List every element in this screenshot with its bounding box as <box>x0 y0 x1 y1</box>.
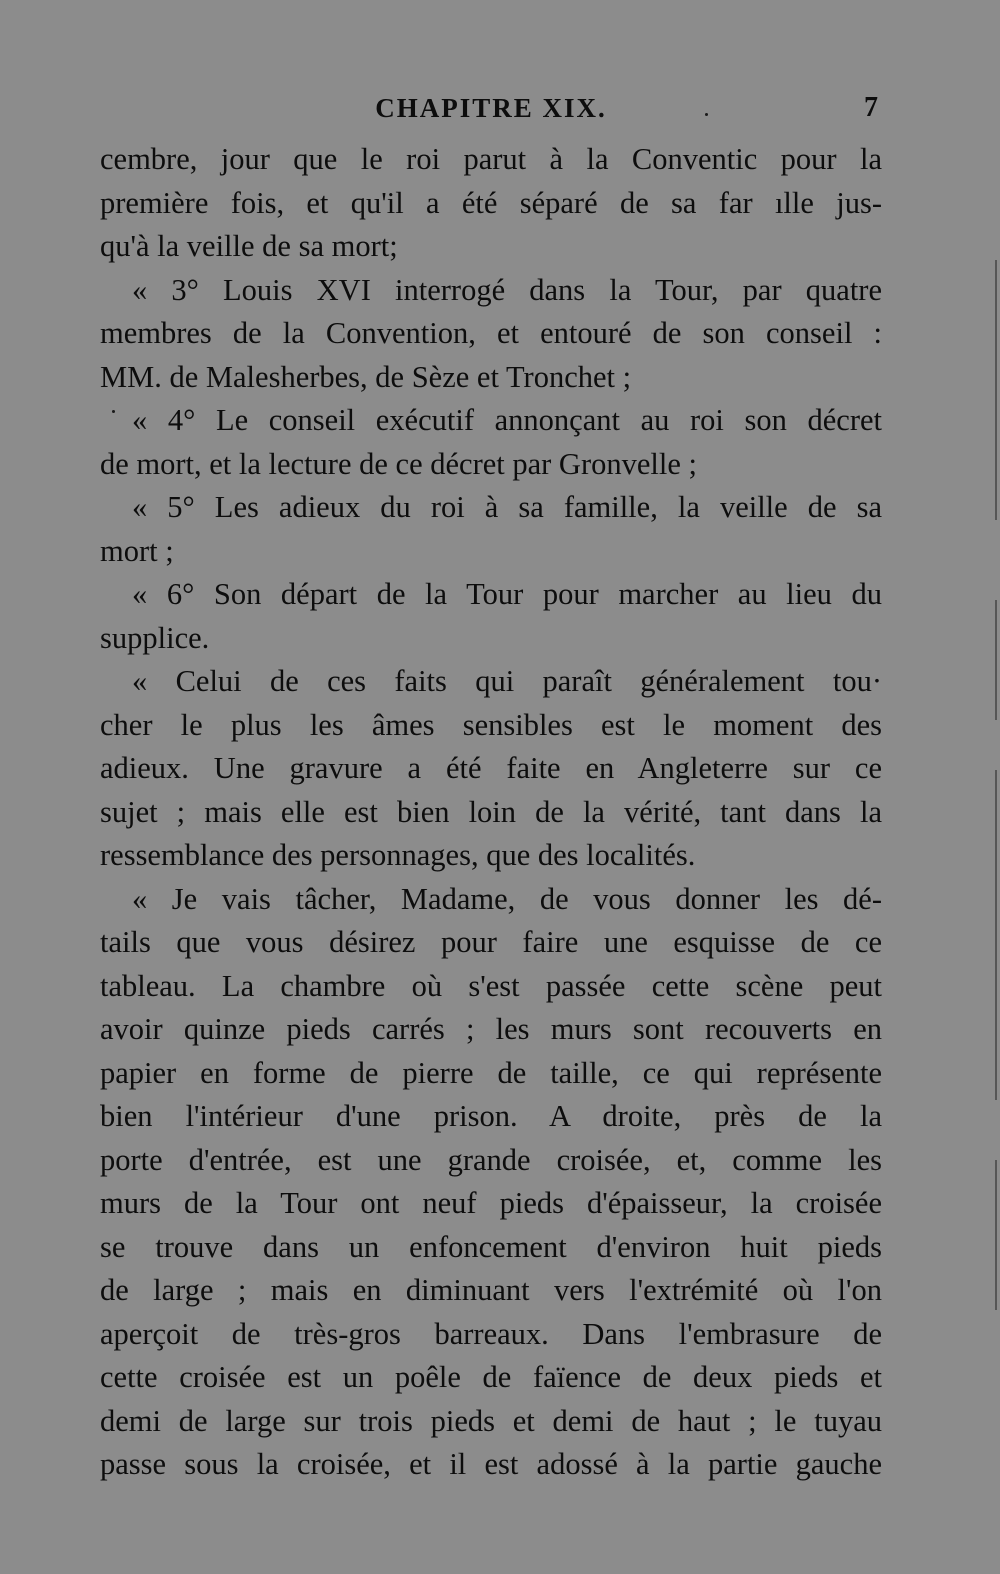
text-line: passe sous la croisée, et il est adossé à la partie gauche <box>100 1447 882 1481</box>
text-line: « 3° Louis XVI interrogé dans la Tour, par quatre <box>132 272 882 307</box>
text-line: membres de la Convention, et entouré de son conseil : <box>100 316 882 350</box>
text-line: de mort, et la lecture de ce décret par Gronvelle ; <box>100 446 697 481</box>
text-line: ressemblance des personnages, que des localités. <box>100 838 696 872</box>
stray-mark <box>112 410 115 413</box>
text-line: qu'à la veille de sa mort; <box>100 229 398 263</box>
text-line: de large ; mais en diminuant vers l'extrémité où l'on <box>100 1273 882 1307</box>
text-line: « 6° Son départ de la Tour pour marcher au lieu du <box>132 577 882 611</box>
text-line: mort ; <box>100 533 174 568</box>
text-line: se trouve dans un enfoncement d'environ huit pieds <box>100 1229 882 1264</box>
page-edge-shadow <box>995 1160 997 1310</box>
text-line: porte d'entrée, est une grande croisée, et, comme les <box>100 1142 882 1177</box>
text-line: « 5° Les adieux du roi à sa famille, la veille de sa <box>132 490 882 524</box>
text-line: aperçoit de très-gros barreaux. Dans l'embrasure de <box>100 1316 882 1351</box>
text-line: papier en forme de pierre de taille, ce qui représente <box>100 1055 882 1090</box>
page-edge-shadow <box>995 770 997 1100</box>
text-line: adieux. Une gravure a été faite en Angleterre sur ce <box>100 751 882 785</box>
text-line: « Celui de ces faits qui paraît généralement tou· <box>132 664 882 698</box>
text-line: demi de large sur trois pieds et demi de haut ; le tuyau <box>100 1403 882 1438</box>
stray-mark <box>705 113 708 116</box>
text-line: cette croisée est un poêle de faïence de deux pieds et <box>100 1360 882 1394</box>
text-line: « 4° Le conseil exécutif annonçant au roi son décret <box>132 403 882 437</box>
text-line: murs de la Tour ont neuf pieds d'épaisseur, la croisée <box>100 1186 882 1220</box>
text-line: supplice. <box>100 620 210 655</box>
text-line: MM. de Malesherbes, de Sèze et Tronchet ; <box>100 359 632 394</box>
chapter-title: CHAPITRE XIX. <box>375 93 607 123</box>
text-line: tails que vous désirez pour faire une esquisse de ce <box>100 925 882 959</box>
text-line: tableau. La chambre où s'est passée cette scène peut <box>100 968 882 1003</box>
text-line: sujet ; mais elle est bien loin de la vérité, tant dans la <box>100 794 882 829</box>
page-number: 7 <box>864 92 878 123</box>
page-edge-shadow <box>995 600 997 720</box>
page-edge-shadow <box>995 260 997 520</box>
text-line: cher le plus les âmes sensibles est le moment des <box>100 707 882 742</box>
text-line: première fois, et qu'il a été séparé de sa far ılle jus- <box>100 185 882 220</box>
text-line: cembre, jour que le roi parut à la Conventic pour la <box>100 142 882 176</box>
text-line: bien l'intérieur d'une prison. A droite, près de la <box>100 1099 882 1133</box>
running-head <box>96 88 886 128</box>
text-line: avoir quinze pieds carrés ; les murs sont recouverts en <box>100 1012 882 1046</box>
body-text <box>100 138 882 1487</box>
text-line: « Je vais tâcher, Madame, de vous donner les dé- <box>132 881 882 916</box>
